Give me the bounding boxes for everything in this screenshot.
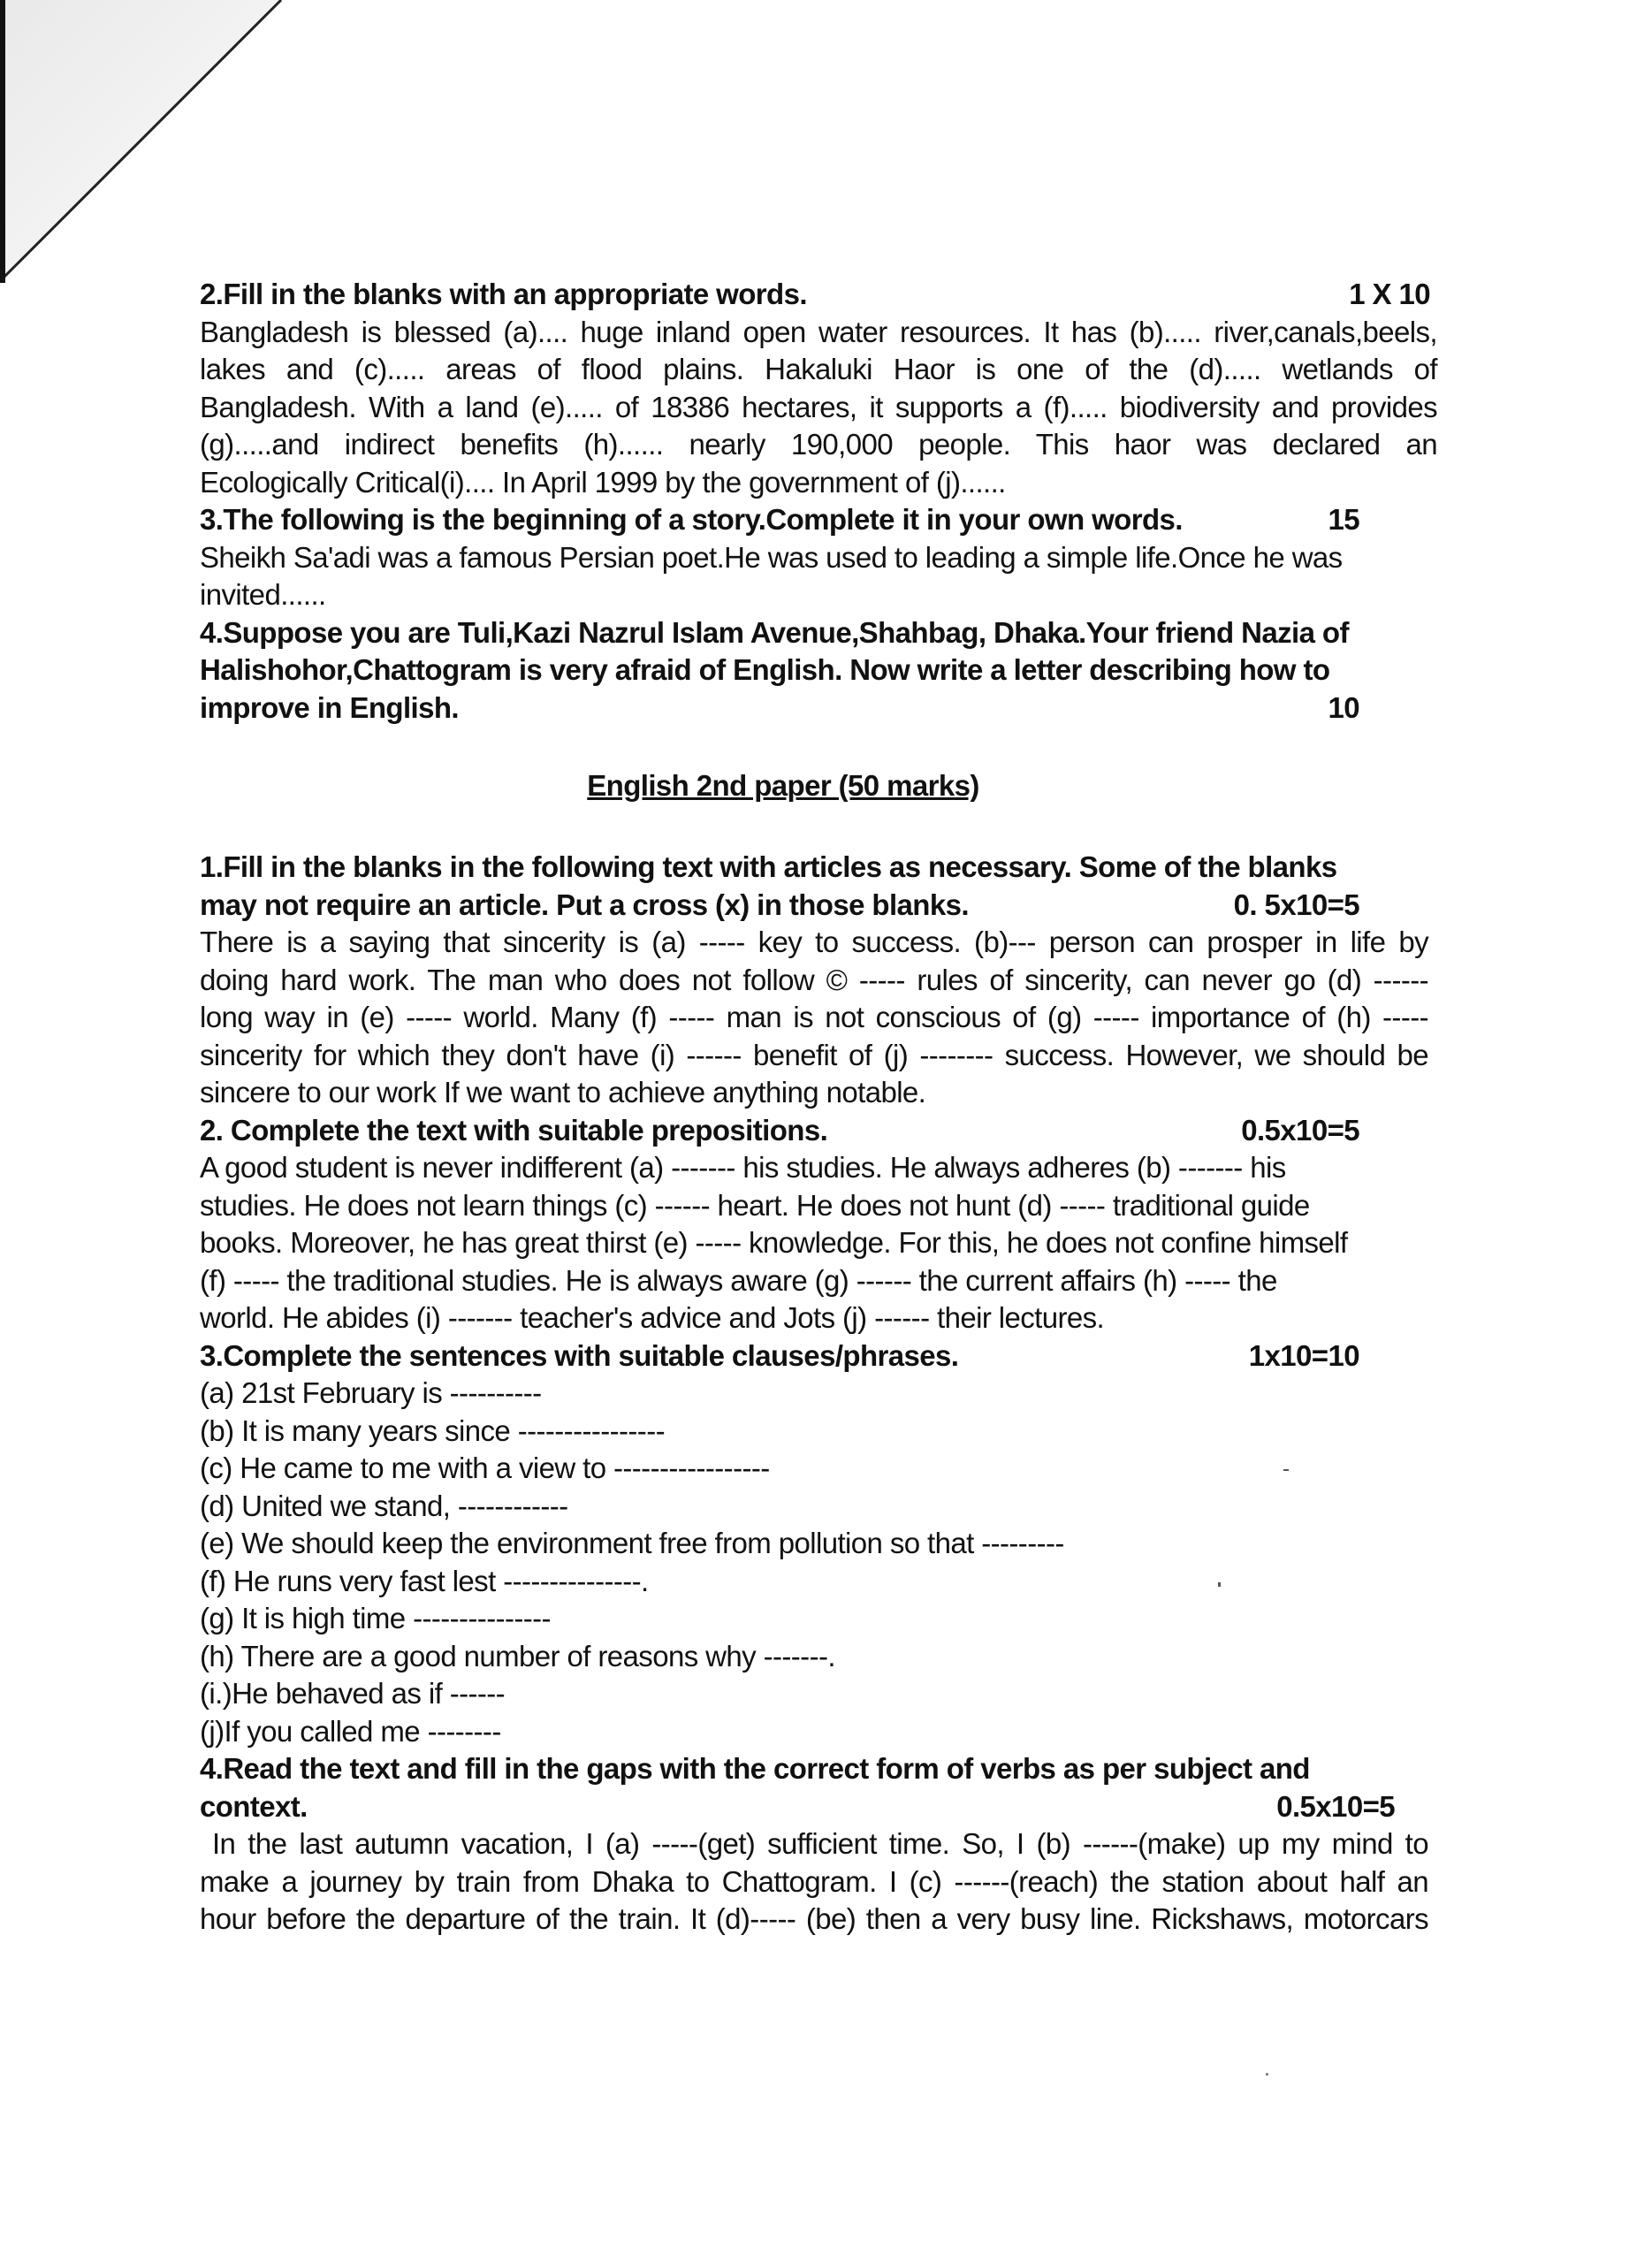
sentence-item: (b) It is many years since ----------------: [200, 1413, 665, 1447]
passage-line: long way in (e) ----- world. Many (f) ----- man is not conscious of (g) ----- importance of (h) -----: [200, 1001, 1428, 1033]
question-title: 3.Complete the sentences with suitable clauses/phrases.: [200, 1338, 959, 1372]
passage-line: Bangladesh. With a land (e)..... of 18386 hectares, it supports a (f)..... biodiversity and provides: [200, 390, 1437, 423]
marks-label: 1x10=10: [1248, 1338, 1359, 1372]
marks-label: 15: [1328, 503, 1359, 536]
question-3-story: [200, 501, 1367, 614]
sentence-item: (f) He runs very fast lest ---------------.: [200, 1564, 649, 1597]
passage-line: sincerity for which they don't have (i) ------ benefit of (j) -------- success. However, we should be: [200, 1038, 1428, 1071]
scan-speck: [1218, 1582, 1221, 1587]
passage-line: Bangladesh is blessed (a).... huge inland open water resources. It has (b)..... river,canals,beels,: [200, 315, 1437, 348]
marks-label: 1 X 10: [1349, 278, 1430, 310]
passage-line: Ecologically Critical(i).... In April 1999 by the government of (j)......: [200, 465, 1006, 499]
sentence-item: (h) There are a good number of reasons why -------.: [200, 1639, 835, 1672]
question-title: 2.Fill in the blanks with an appropriate words.: [200, 278, 807, 310]
passage-line: A good student is never indifferent (a) ------- his studies. He always adheres (b) ------- his: [200, 1151, 1286, 1184]
passage-line: In the last autumn vacation, I (a) -----(get) sufficient time. So, I (b) ------(make) up my mind to: [200, 1827, 1428, 1860]
scan-speck: [1266, 2073, 1268, 2076]
passage-line: (g).....and indirect benefits (h)...... nearly 190,000 people. This haor was declared an: [200, 428, 1437, 461]
question-title: improve in English.: [200, 690, 459, 724]
question-title: 4.Suppose you are Tuli,Kazi Nazrul Islam Avenue,Shahbag, Dhaka.Your friend Nazia of: [200, 615, 1349, 649]
passage-line: (f) ----- the traditional studies. He is always aware (g) ------ the current affairs (h) ----- the: [200, 1263, 1277, 1297]
sentence-item: (i.)He behaved as if ------: [200, 1677, 506, 1710]
passage-line: lakes and (c)..... areas of flood plains. Hakaluki Haor is one of the (d)..... wetlands of: [200, 353, 1437, 385]
question-2-fill-blanks: [200, 276, 1437, 501]
passage-line: studies. He does not learn things (c) ------ heart. He does not hunt (d) ----- traditional guide: [200, 1188, 1310, 1222]
paper2-question-4-verbs: [200, 1750, 1428, 1939]
section-title: English 2nd paper (50 marks): [587, 769, 979, 802]
scanned-page-corner-fold: [0, 0, 283, 283]
sentence-item: (e) We should keep the environment free from pollution so that ---------: [200, 1527, 1064, 1559]
sentence-item: (d) United we stand, ------------: [200, 1489, 568, 1522]
question-4-letter: [200, 614, 1367, 728]
passage-line: doing hard work. The man who does not follow © ----- rules of sincerity, can never go (d) ------: [200, 963, 1428, 996]
passage-line: make a journey by train from Dhaka to Chattogram. I (c) ------(reach) the station about half an: [200, 1864, 1428, 1898]
question-title: Halishohor,Chattogram is very afraid of English. Now write a letter describing how to: [200, 653, 1330, 686]
sentence-item: (g) It is high time ---------------: [200, 1602, 551, 1634]
paper2-question-3-clauses: [200, 1337, 1367, 1751]
paper2-question-1-articles: [200, 849, 1428, 1112]
question-title: 1.Fill in the blanks in the following text with articles as necessary. Some of the blanks: [200, 850, 1337, 883]
passage-line: sincere to our work If we want to achieve anything notable.: [200, 1076, 926, 1109]
marks-label: 0.5x10=5: [1241, 1113, 1359, 1147]
question-title: 2. Complete the text with suitable prepositions.: [200, 1113, 828, 1147]
question-title: 3.The following is the beginning of a story.Complete it in your own words.: [200, 503, 1183, 536]
marks-label: 10: [1328, 690, 1359, 724]
scan-speck: [1283, 1469, 1289, 1471]
passage-line: There is a saying that sincerity is (a) ----- key to success. (b)--- person can prosper in life by: [200, 926, 1428, 958]
sentence-item: (a) 21st February is ----------: [200, 1376, 542, 1409]
passage-line: hour before the departure of the train. It (d)----- (be) then a very busy line. Rickshaws, motorcars: [200, 1902, 1428, 1935]
marks-label: 0. 5x10=5: [1233, 888, 1359, 921]
exam-page: [200, 276, 1437, 1939]
passage-line: world. He abides (i) ------- teacher's advice and Jots (j) ------ their lectures.: [200, 1301, 1105, 1334]
question-title: context.: [200, 1789, 308, 1823]
question-title: may not require an article. Put a cross (x) in those blanks.: [200, 888, 969, 921]
passage-line: Sheikh Sa'adi was a famous Persian poet.He was used to leading a simple life.Once he was: [200, 540, 1343, 574]
paper2-question-2-prepositions: [200, 1112, 1402, 1337]
passage-line: invited......: [200, 578, 326, 611]
passage-line: books. Moreover, he has great thirst (e) ----- knowledge. For this, he does not confine himself: [200, 1226, 1348, 1259]
question-title: 4.Read the text and fill in the gaps with the correct form of verbs as per subject and: [200, 1752, 1310, 1785]
marks-label: 0.5x10=5: [1276, 1789, 1395, 1823]
sentence-item: (c) He came to me with a view to -----------------: [200, 1452, 770, 1484]
sentence-item: (j)If you called me --------: [200, 1714, 501, 1748]
